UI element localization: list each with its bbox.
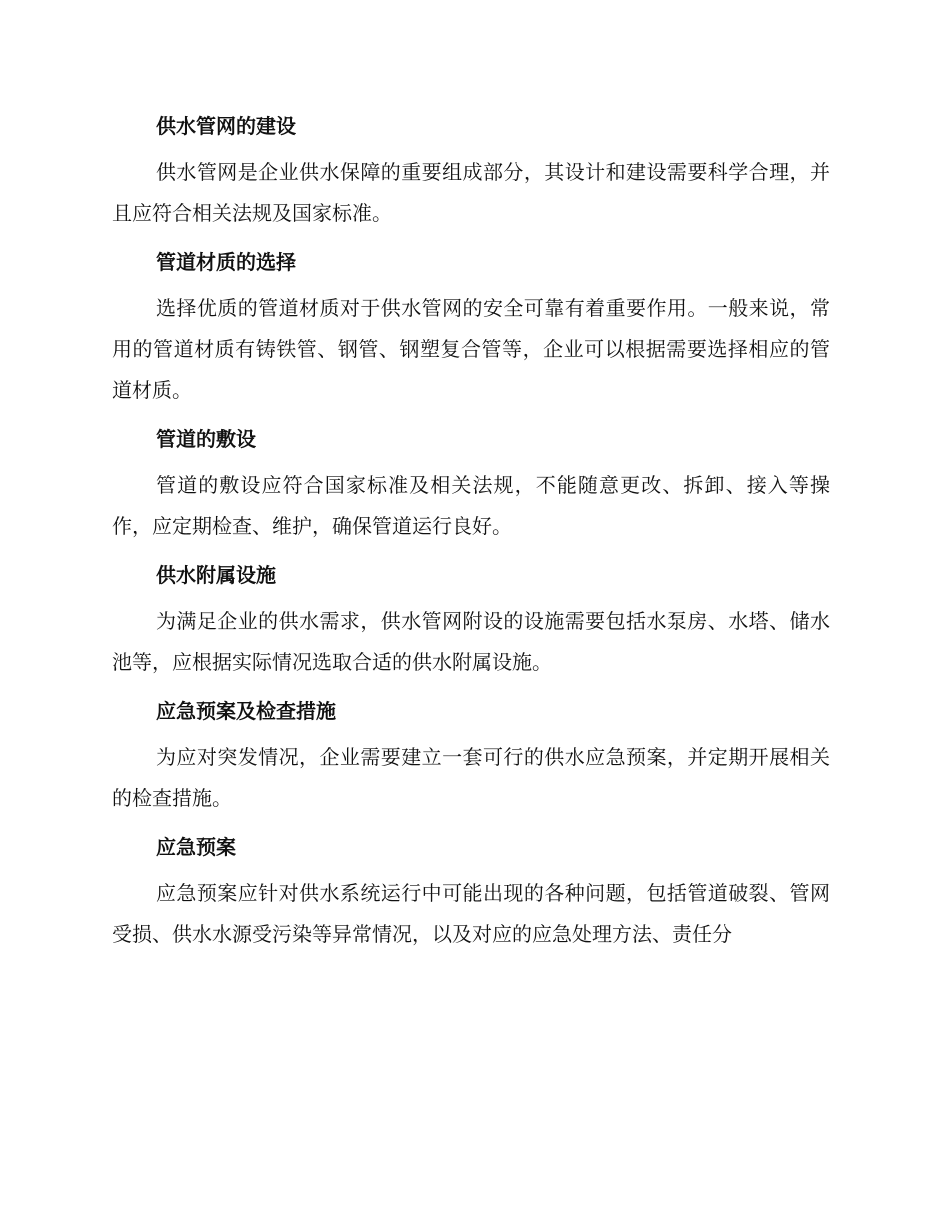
document-body bbox=[112, 106, 830, 963]
section-paragraph: 为满足企业的供水需求，供水管网附设的设施需要包括水泵房、水塔、储水池等，应根据实际情况选取合适的供水附属设施。 bbox=[112, 609, 830, 674]
section-heading: 管道材质的选择 bbox=[156, 250, 296, 274]
section-paragraph: 选择优质的管道材质对于供水管网的安全可靠有着重要作用。一般来说，常用的管道材质有铸铁管、钢管、钢塑复合管等，企业可以根据需要选择相应的管道材质。 bbox=[112, 296, 830, 402]
section-paragraph: 管道的敷设应符合国家标准及相关法规，不能随意更改、拆卸、接入等操作，应定期检查、维护，确保管道运行良好。 bbox=[112, 473, 830, 538]
section-heading: 应急预案及检查措施 bbox=[156, 699, 336, 723]
section-paragraph: 应急预案应针对供水系统运行中可能出现的各种问题，包括管道破裂、管网受损、供水水源受污染等异常情况，以及对应的应急处理方法、责任分 bbox=[112, 881, 830, 946]
section-paragraph: 供水管网是企业供水保障的重要组成部分，其设计和建设需要科学合理，并且应符合相关法规及国家标准。 bbox=[112, 160, 830, 225]
section-heading: 供水管网的建设 bbox=[156, 114, 296, 138]
section-heading: 供水附属设施 bbox=[156, 563, 276, 587]
section-paragraph: 为应对突发情况，企业需要建立一套可行的供水应急预案，并定期开展相关的检查措施。 bbox=[112, 745, 830, 810]
section-heading: 应急预案 bbox=[156, 835, 236, 859]
section-heading: 管道的敷设 bbox=[156, 427, 256, 451]
